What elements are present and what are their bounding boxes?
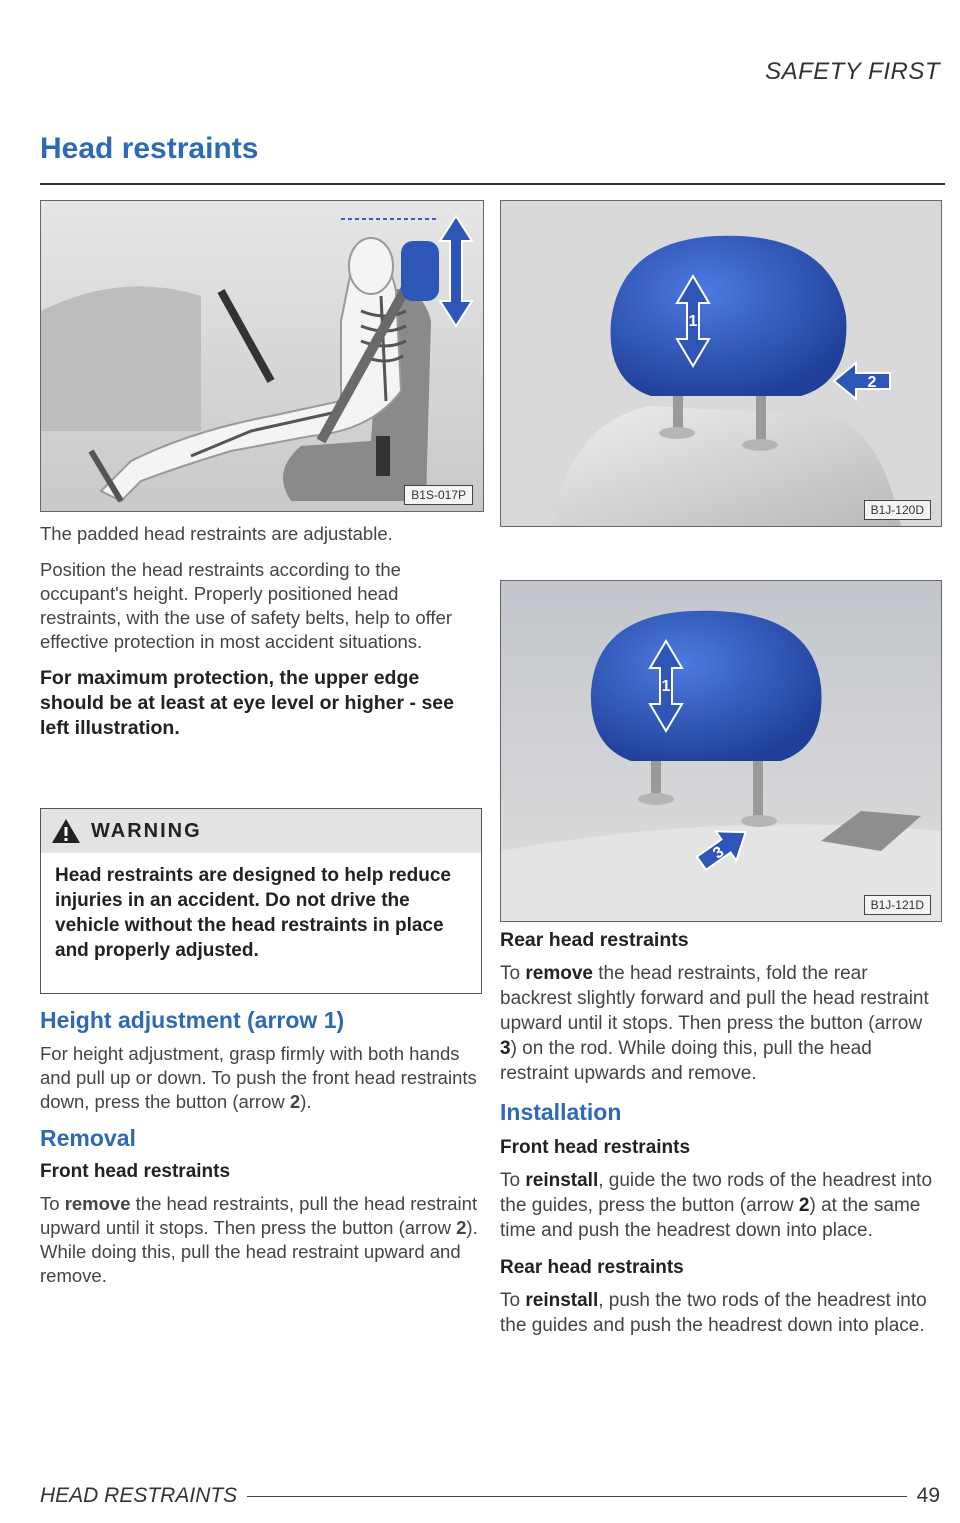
title-rule: [40, 183, 945, 185]
arrow-1-label: 1: [688, 313, 698, 330]
page-footer: [40, 1484, 940, 1508]
height-section: [40, 1008, 482, 1300]
warning-label: WARNING: [91, 819, 202, 842]
intro-paragraph: The padded head restraints are adjustable.: [40, 523, 393, 544]
arrow-2-label: 2: [867, 374, 877, 391]
height-paragraph: For height adjustment, grasp firmly with both hands and pull up or down. To push the front head restraints down, press the button (arrow 2).: [40, 1043, 477, 1112]
reinstall-term: reinstall: [525, 1170, 599, 1191]
driver-illustration: [41, 201, 483, 511]
arrow-3-label: 3: [710, 843, 728, 863]
warning-text: Head restraints are designed to help reduce injuries in an accident. Do not drive the vehicle without the head restraints in place and properly adjusted.: [55, 865, 451, 961]
arrow-number: 2: [798, 1195, 810, 1216]
right-column: [500, 928, 940, 1338]
warning-box: [40, 808, 482, 994]
installation-heading: Installation: [500, 1099, 622, 1125]
arrow-1-label: 1: [661, 678, 671, 695]
figure-code: B1J-120D: [864, 500, 931, 520]
rear-headrest-illustration: [501, 581, 941, 921]
footer-section: HEAD RESTRAINTS: [40, 1484, 238, 1507]
front-install-heading: Front head restraints: [500, 1137, 691, 1158]
figure-rear-headrest: [500, 580, 942, 922]
arrow-number: 2: [289, 1091, 301, 1112]
rear-install-heading: Rear head restraints: [500, 1257, 684, 1278]
rear-removal-paragraph: To remove the head restraints, fold the rear backrest slightly forward and pull the head restraint upward until it stops. Then press the button (arrow 3) on the rod. While doing this, pull the head restraint upwards and remove.: [500, 963, 929, 1084]
arrow-number: 2: [456, 1217, 467, 1238]
warning-triangle-icon: [51, 818, 81, 844]
removal-heading: Removal: [40, 1125, 136, 1151]
figure-driver-seat: [40, 200, 484, 512]
remove-term: remove: [64, 1193, 131, 1214]
rear-install-paragraph: To reinstall, push the two rods of the headrest into the guides and push the headrest down into place.: [500, 1290, 927, 1336]
figure-front-headrest: [500, 200, 942, 527]
running-header: SAFETY FIRST: [765, 58, 940, 85]
front-headrest-illustration: [501, 201, 941, 526]
arrow-number: 3: [500, 1038, 511, 1059]
height-heading: Height adjustment (arrow 1): [40, 1007, 345, 1033]
front-install-paragraph: To reinstall, guide the two rods of the headrest into the guides, press the button (arrow 2) at the same time and push the headrest down into place.: [500, 1170, 933, 1241]
reinstall-term: reinstall: [525, 1290, 599, 1311]
left-column: [40, 522, 482, 753]
page-title: Head restraints: [40, 132, 259, 165]
protection-note: For maximum protection, the upper edge should be at least at eye level or higher - see left illustration.: [40, 667, 454, 739]
warning-header: [41, 809, 481, 853]
rear-removal-heading: Rear head restraints: [500, 929, 689, 951]
footer-rule: [247, 1496, 906, 1497]
position-paragraph: Position the head restraints according to the occupant's height. Properly positioned head restraints, with the use of safety belts, help to offer effective protection in most accident situations.: [40, 559, 453, 652]
remove-term: remove: [525, 963, 593, 984]
front-removal-paragraph: To remove the head restraints, pull the head restraint upward until it stops. Then press the button (arrow 2). While doing this, pull the head restraint upward and remove.: [40, 1193, 478, 1286]
figure-code: B1S-017P: [404, 485, 473, 505]
front-removal-heading: Front head restraints: [40, 1161, 231, 1182]
figure-code: B1J-121D: [864, 895, 931, 915]
page-number: 49: [916, 1484, 940, 1507]
